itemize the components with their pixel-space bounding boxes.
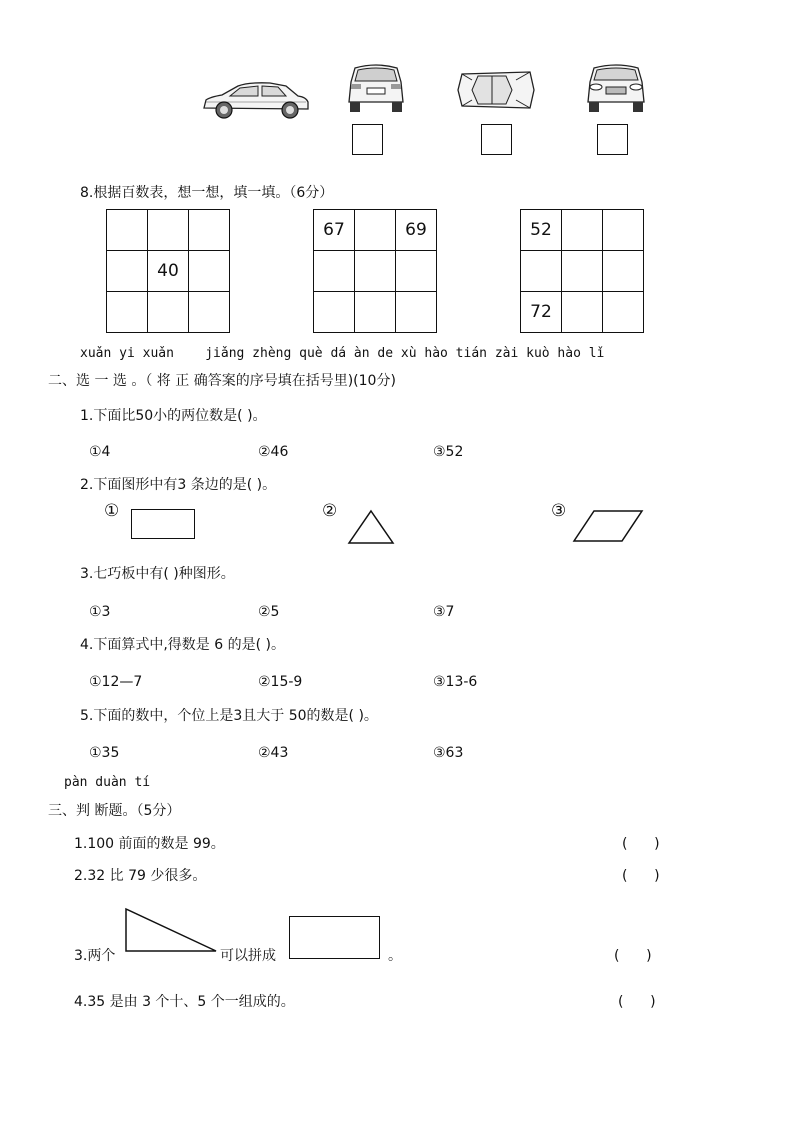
- judge-item-3-blank[interactable]: ( ): [614, 948, 652, 964]
- answer-box-rear-view[interactable]: [352, 124, 383, 155]
- question-8-title: 8.根据百数表，想一想，填一填。（6分）: [80, 185, 334, 201]
- question-2-4-text: 4.下面算式中,得数是 6 的是( )。: [80, 637, 285, 653]
- option-2[interactable]: ②15-9: [258, 674, 303, 690]
- judge-item-4-blank[interactable]: ( ): [618, 994, 656, 1010]
- section-2-pinyin: xuǎn yi xuǎn jiǎng zhèng què dá àn de xù hào tián zài kuò hào lǐ: [80, 346, 605, 361]
- option-3[interactable]: ③63: [433, 745, 464, 761]
- section-3-heading: 三、判 断题。（5分）: [48, 803, 181, 819]
- grid3-cell[interactable]: [603, 251, 644, 292]
- option-2[interactable]: ②43: [258, 745, 289, 761]
- grid1-cell: 40: [148, 251, 189, 292]
- judge-item-1-text: 1.100 前面的数是 99。: [74, 836, 225, 852]
- section-2-heading: 二、选 一 选 。（ 将 正 确答案的序号填在括号里)(10分): [48, 373, 396, 389]
- grid1-cell[interactable]: [148, 292, 189, 333]
- question-2-1-text: 1.下面比50小的两位数是( )。: [80, 408, 267, 424]
- shape-marker-3[interactable]: ③: [551, 501, 567, 521]
- grid1-cell[interactable]: [107, 251, 148, 292]
- grid2-cell[interactable]: [396, 292, 437, 333]
- parallelogram-shape-icon: [572, 509, 644, 543]
- car-top-view-icon: [456, 68, 536, 112]
- option-3[interactable]: ③13-6: [433, 674, 478, 690]
- judge-item-2-text: 2.32 比 79 少很多。: [74, 868, 207, 884]
- question-2-2-text: 2.下面图形中有3 条边的是( )。: [80, 477, 277, 493]
- grid3-cell[interactable]: [562, 210, 603, 251]
- section-3-pinyin: pàn duàn tí: [64, 775, 151, 790]
- option-2[interactable]: ②5: [258, 604, 280, 620]
- grid2-cell: 69: [396, 210, 437, 251]
- triangle-shape-icon: [347, 509, 395, 545]
- car-front-view-icon: [584, 62, 648, 114]
- judge-item-3-text-c: 。: [388, 948, 402, 964]
- answer-box-front-view[interactable]: [597, 124, 628, 155]
- option-1[interactable]: ①4: [89, 444, 111, 460]
- grid3-cell[interactable]: [603, 292, 644, 333]
- rectangle-shape-icon: [289, 916, 380, 959]
- judge-item-3-text-a: 3.两个: [74, 948, 116, 964]
- option-2[interactable]: ②46: [258, 444, 289, 460]
- hundred-chart-grid-1: [106, 209, 230, 333]
- judge-item-4-text: 4.35 是由 3 个十、5 个一组成的。: [74, 994, 295, 1010]
- grid2-cell[interactable]: [314, 251, 355, 292]
- grid1-cell[interactable]: [107, 210, 148, 251]
- grid3-cell: 52: [521, 210, 562, 251]
- right-triangle-shape-icon: [124, 907, 218, 953]
- question-2-3-text: 3.七巧板中有( )种图形。: [80, 566, 235, 582]
- grid1-cell[interactable]: [189, 251, 230, 292]
- grid3-cell[interactable]: [562, 292, 603, 333]
- option-1[interactable]: ①35: [89, 745, 120, 761]
- option-3[interactable]: ③52: [433, 444, 464, 460]
- hundred-chart-grid-3: [520, 209, 644, 333]
- grid3-cell[interactable]: [562, 251, 603, 292]
- grid1-cell[interactable]: [189, 210, 230, 251]
- grid3-cell: 72: [521, 292, 562, 333]
- hundred-chart-grid-2: [313, 209, 437, 333]
- answer-box-top-view[interactable]: [481, 124, 512, 155]
- grid2-cell[interactable]: [355, 251, 396, 292]
- option-1[interactable]: ①12—7: [89, 674, 143, 690]
- grid3-cell[interactable]: [603, 210, 644, 251]
- car-rear-view-icon: [345, 62, 407, 114]
- shape-marker-1[interactable]: ①: [104, 501, 120, 521]
- judge-item-1-blank[interactable]: ( ): [622, 836, 660, 852]
- grid3-cell[interactable]: [521, 251, 562, 292]
- grid2-cell: 67: [314, 210, 355, 251]
- option-3[interactable]: ③7: [433, 604, 455, 620]
- grid1-cell[interactable]: [189, 292, 230, 333]
- grid1-cell[interactable]: [148, 210, 189, 251]
- rectangle-shape-icon: [131, 509, 195, 539]
- judge-item-3-text-b: 可以拼成: [220, 948, 276, 964]
- car-side-view-icon: [200, 78, 312, 120]
- grid2-cell[interactable]: [314, 292, 355, 333]
- grid2-cell[interactable]: [355, 292, 396, 333]
- option-1[interactable]: ①3: [89, 604, 111, 620]
- grid2-cell[interactable]: [396, 251, 437, 292]
- judge-item-2-blank[interactable]: ( ): [622, 868, 660, 884]
- grid2-cell[interactable]: [355, 210, 396, 251]
- shape-marker-2[interactable]: ②: [322, 501, 338, 521]
- grid1-cell[interactable]: [107, 292, 148, 333]
- question-2-5-text: 5.下面的数中，个位上是3且大于 50的数是( )。: [80, 708, 378, 724]
